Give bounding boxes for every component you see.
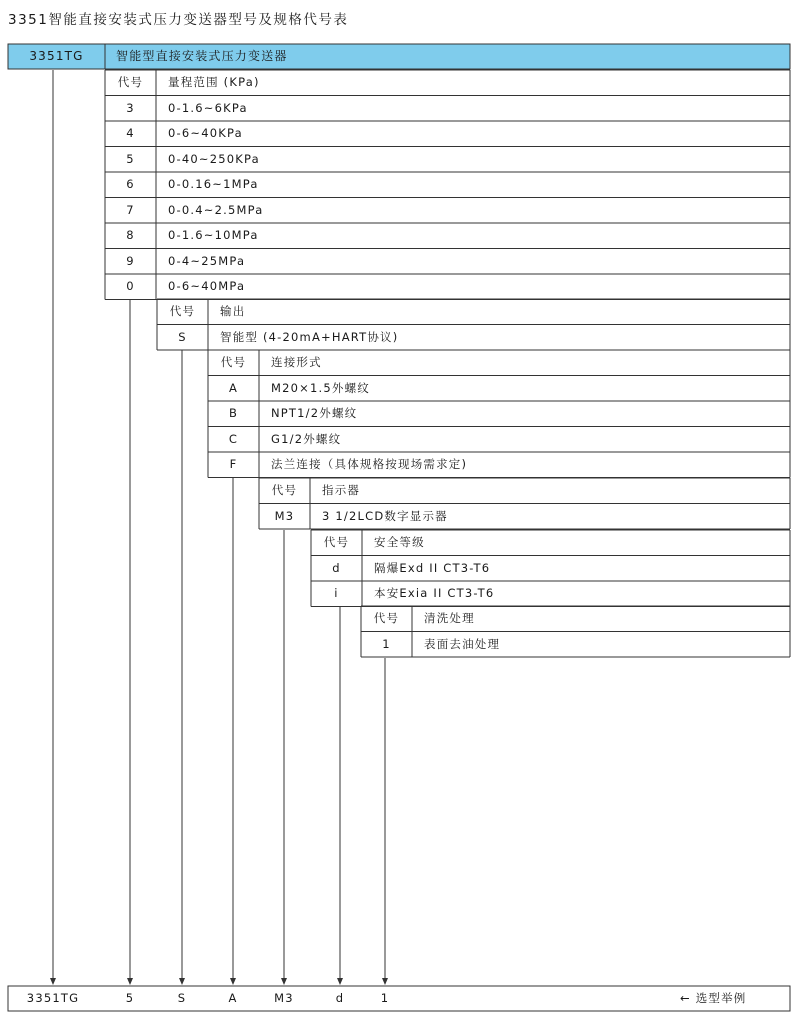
row-code: 1 [382,636,391,651]
row-text: 表面去油处理 [424,636,501,651]
row-text: 本安Exia II CT3-T6 [374,586,495,600]
example-label: ← 选型举例 [680,991,747,1005]
row-text: 0-4~25MPa [168,253,246,268]
arrow-head-icon [382,978,388,985]
row-code: 3 [126,100,135,115]
row-text: 0-1.6~6KPa [168,100,248,115]
row-code: B [228,406,239,420]
example-code: S [177,991,187,1005]
code-header: 代号 [169,304,196,318]
example-code: M3 [274,991,294,1005]
item-header: 连接形式 [271,355,322,369]
code-header: 代号 [220,355,247,369]
row-code: 5 [126,151,135,166]
row-code: A [228,380,239,395]
row-code: d [332,560,341,575]
row-text: 3 1/2LCD数字显示器 [322,508,448,523]
row-code: C [228,431,239,446]
row-text: 隔爆Exd II CT3-T6 [374,560,491,575]
row-code: 6 [126,177,135,191]
arrow-head-icon [50,978,56,985]
row-text: G1/2外螺纹 [271,431,342,446]
code-header: 代号 [323,535,350,549]
row-code: S [178,329,187,344]
code-header: 代号 [271,483,298,497]
header-model: 3351TG [29,49,84,63]
row-text: 0-0.16~1MPa [168,177,259,191]
arrow-head-icon [281,978,287,985]
row-text: 智能型 (4-20mA+HART协议) [220,329,399,344]
item-header: 指示器 [322,483,361,497]
example-code: d [335,991,345,1005]
row-text: M20×1.5外螺纹 [271,380,370,395]
row-code: M3 [274,508,295,523]
row-code: F [229,457,238,471]
row-text: 0-1.6~10MPa [168,228,259,242]
row-code: i [334,586,339,600]
example-code: 5 [125,991,135,1005]
row-text: 0-40~250KPa [168,151,260,166]
arrow-head-icon [179,978,185,985]
row-code: 0 [126,279,135,293]
code-header: 代号 [373,611,400,625]
example-code: 3351TG [26,991,80,1005]
item-header: 量程范围 (KPa) [168,75,260,89]
row-code: 8 [126,228,135,242]
example-code: 1 [380,991,390,1005]
row-text: NPT1/2外螺纹 [271,406,358,420]
item-header: 安全等级 [374,535,425,549]
row-code: 4 [126,126,135,140]
row-text: 法兰连接（具体规格按现场需求定) [271,457,468,471]
page-title: 3351智能直接安装式压力变送器型号及规格代号表 [8,12,349,28]
item-header: 清洗处理 [424,611,475,625]
item-header: 输出 [220,304,246,318]
arrow-head-icon [230,978,236,985]
arrow-head-icon [127,978,133,985]
row-text: 0-0.4~2.5MPa [168,202,264,217]
arrow-head-icon [337,978,343,985]
row-text: 0-6~40KPa [168,126,243,140]
row-code: 9 [126,253,135,268]
row-text: 0-6~40MPa [168,279,246,293]
header-description: 智能型直接安装式压力变送器 [116,49,288,63]
example-code: A [228,991,238,1005]
code-header: 代号 [117,75,144,89]
row-code: 7 [126,202,135,217]
